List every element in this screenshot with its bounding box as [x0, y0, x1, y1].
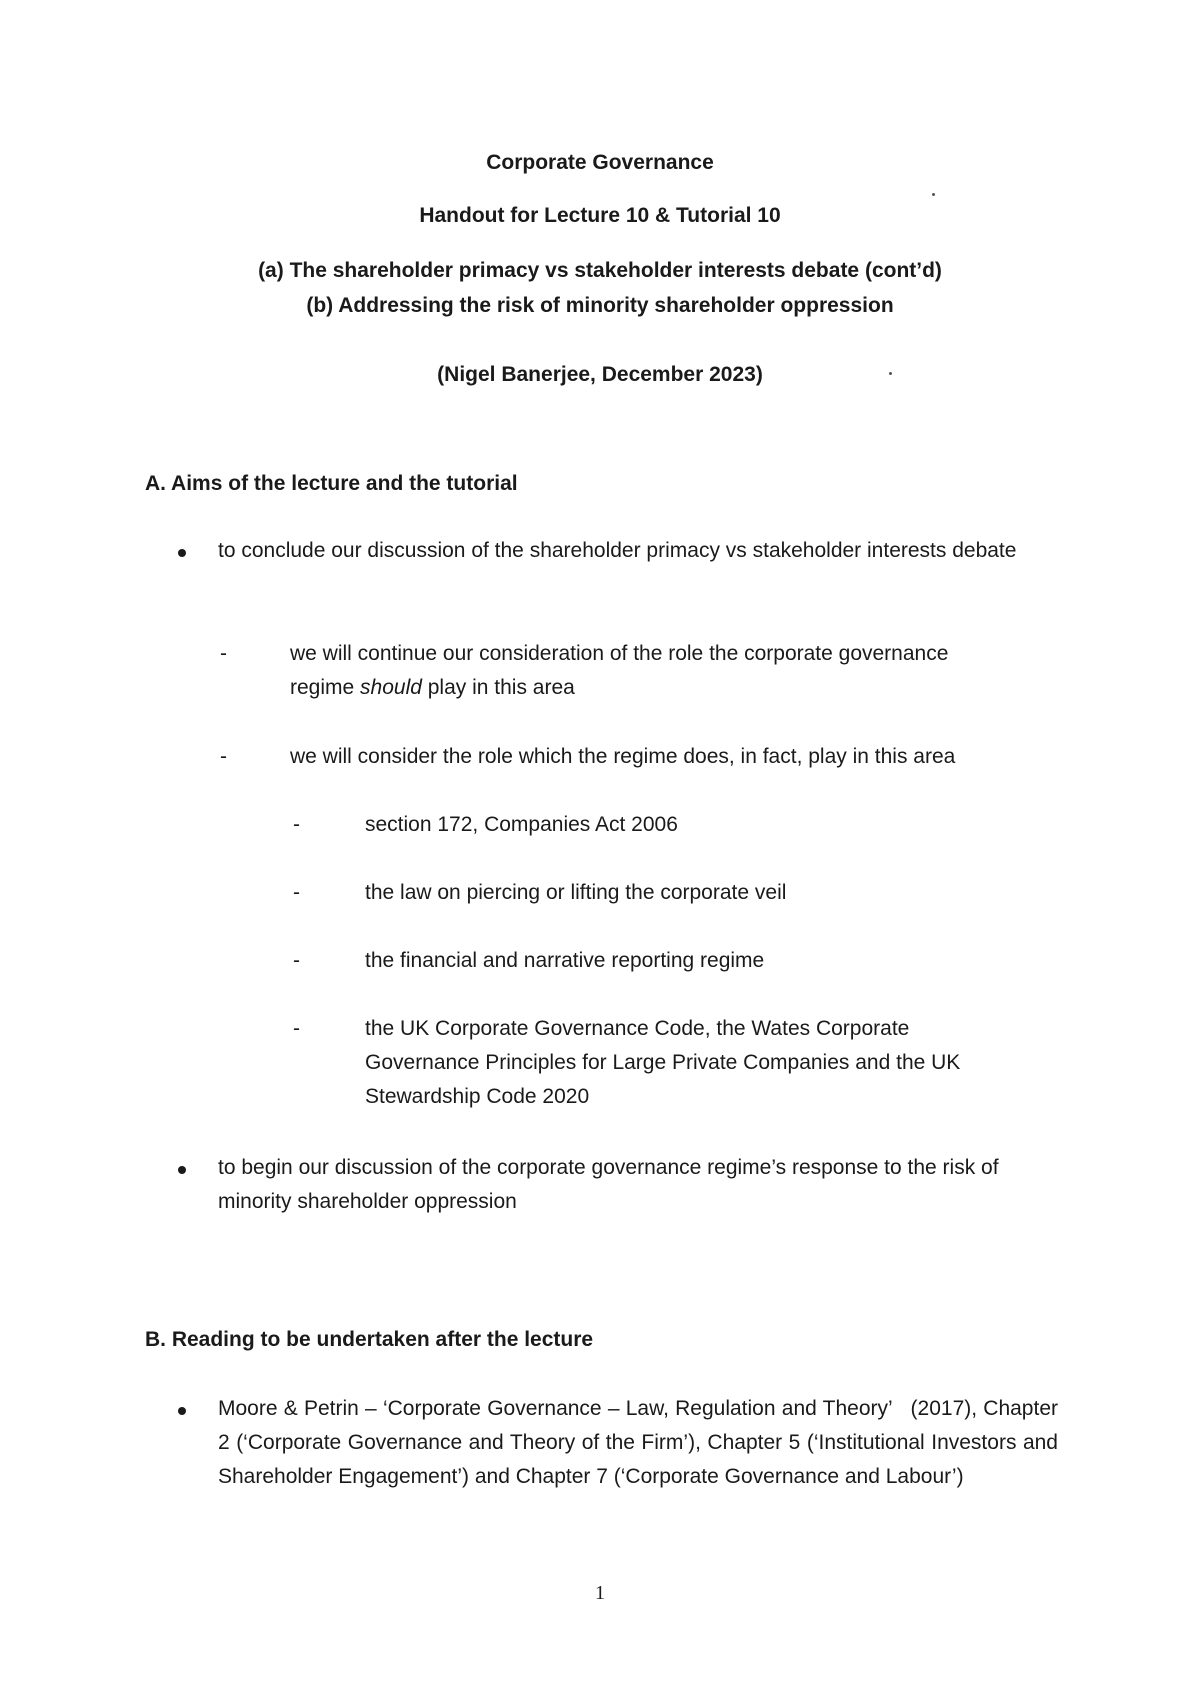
scan-speck [932, 193, 935, 196]
scan-speck [889, 372, 892, 375]
dash-icon: - [293, 949, 300, 972]
document-title: Corporate Governance [486, 151, 714, 174]
bullet-icon [178, 549, 186, 557]
dash-text: the law on piercing or lifting the corporate veil [365, 881, 787, 904]
bullet-text: to begin our discussion of the corporate governance regime’s response to the risk of minority shareholder oppression [218, 1156, 999, 1213]
dash-icon: - [293, 1017, 300, 1040]
dash-text: we will consider the role which the regime does, in fact, play in this area [290, 745, 956, 768]
section-b-heading: B. Reading to be undertaken after the lecture [145, 1328, 594, 1351]
bullet-text: Moore & Petrin – ‘Corporate Governance – Law, Regulation and Theory’ (2017), Chapter 2 (‘Corporate Governance and Theory of the Firm’), Chapter 5 (‘Institutional Investors and Shareholder Engagement’) and Chapter 7 (‘Corporate Governance and Labour’) [218, 1397, 1064, 1488]
topic-b: (b) Addressing the risk of minority shareholder oppression [306, 294, 894, 317]
dash-text: the UK Corporate Governance Code, the Wates Corporate Governance Principles for Large Private Companies and the UK Stewardship Code 2020 [365, 1017, 961, 1108]
document-subtitle: Handout for Lecture 10 & Tutorial 10 [419, 204, 781, 227]
dash-icon: - [220, 745, 227, 768]
dash-text: we will continue our consideration of the role the corporate governance regime should play in this area [290, 642, 949, 699]
dash-icon: - [220, 642, 227, 665]
bullet-icon [178, 1407, 186, 1415]
bullet-text: to conclude our discussion of the shareholder primacy vs stakeholder interests debate [218, 539, 1017, 562]
dash-text: the financial and narrative reporting regime [365, 949, 765, 972]
section-a-heading: A. Aims of the lecture and the tutorial [145, 472, 518, 495]
author-line: (Nigel Banerjee, December 2023) [437, 363, 763, 386]
dash-icon: - [293, 881, 300, 904]
page-number: 1 [595, 1582, 605, 1604]
topic-a: (a) The shareholder primacy vs stakeholder interests debate (cont’d) [258, 259, 942, 282]
bullet-icon [178, 1166, 186, 1174]
dash-icon: - [293, 813, 300, 836]
dash-text: section 172, Companies Act 2006 [365, 813, 678, 836]
